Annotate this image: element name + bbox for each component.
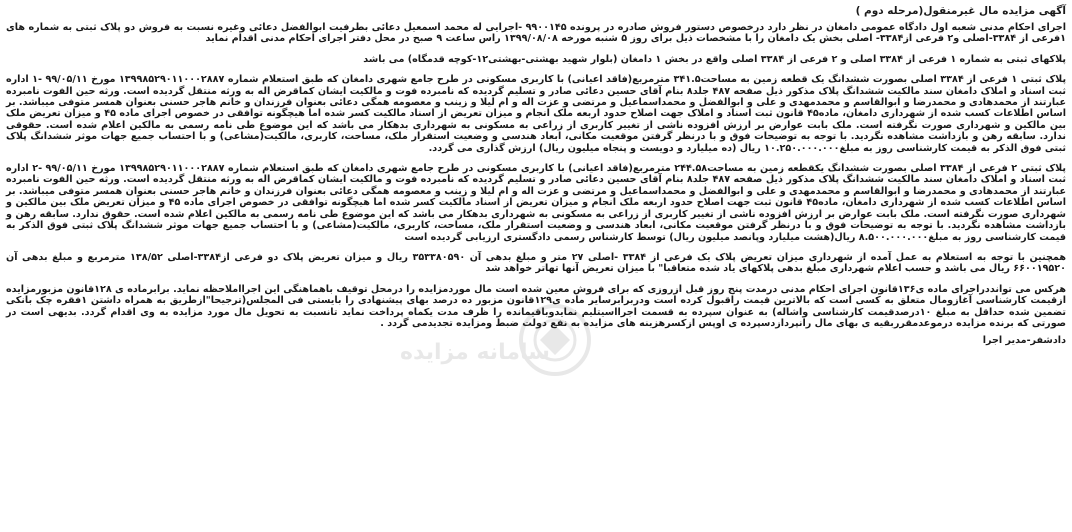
municipality-note: همچنین با توجه به استعلام به عمل آمده از شهرداری میزان تعریض پلاک یک فرعی از ۳۳۸۴ -اصلی ۲۷ متر و مبلغ بدهی آن ۳۵۳۳۸۰۵۹۰ ریال و میزان تعریض پلاک دو فرعی از۳۳۸۴-اصلی ۱۳۸/۵۲ مترمربع و مبلغ بدهی آن ۶۶۰۰۱۹۵۲۰ ریال می باشد و حسب اعلام شهرداری مبلغ بدهی پلاکهای یاد شده متعاقبا" با میزان تعریض آنها تهاتر خواهد شد <box>6 251 1066 275</box>
signature-line: دادشفر-مدیر اجرا <box>982 335 1066 347</box>
intro-paragraph: اجرای احکام مدنی شعبه اول دادگاه عمومی دامغان در نظر دارد درخصوص دستور فروش صادره در پرونده ۹۹۰۰۱۴۵ -اجرایی له محمد اسمعیل دعائی بطرفیت ابوالفضل دعائی وغیره نسبت به فروش دو پلاک ثبتی به شماره های ۱فرعی از ۳۳۸۴-اصلی و۲ فرعی از۳۳۸۴- اصلی بخش یک دامغان را با مشخصات ذیل برای روز ۵ شنبه مورخه ۱۳۹۹/۰۸/۰۸ راس ساعت ۹ صبح در محل دفتر اجرای احکام مدنی اقدام نماید <box>6 22 1066 45</box>
notice-title: آگهی مزایده مال غیرمنقول(مرحله دوم ) <box>855 5 1066 17</box>
item-1-paragraph: پلاک ثبتی ۱ فرعی از ۳۳۸۴ اصلی بصورت ششدانگ یک قطعه زمین به مساحت۳۴۱.۵ مترمربع(فاقد اعیانی) با کاربری مسکونی در طرح جامع شهری دامغان که طبق استعلام شماره ۱۳۹۹۸۵۲۹۰۱۱۰۰۰۲۸۸۷ مورخ ۹۹/۰۵/۱۱ -۱ اداره ثبت اسناد و املاک دامغان سند مالکیت ششدانگ پلاک مذکور ذیل صفحه ۴۸۷ جلد۸ بنام آقای حسین دعائی صادر و تسلیم گردیده که نامبرده فوت و مالکیت ایشان کماقرض اله به ورثه منتقل گردیده است. ورثه حین الفوت نامبرده عبارتند از محمدهادی و محمدرضا و ابوالقاسم و محمدمهدی و علی و ابوالفضل و محمداسماعیل و مرتضی و عزت اله و ام لیلا و زینب و معصومه همگی دعائی بعنوان فرزندان و خانم هاجر حسنی بعنوان همسر متوفی میباشد. بر اساس اطلاعات کسب شده از شهرداری دامغان، ماده۴۵ قانون ثبت اسناد و املاک جهت اصلاح حدود اربعه ملک انجام و میزان تعریض از اسناد مالکیت کسر شده اما هیچگونه توافقی در خصوص اجرای ماده ۴۵ و میزان تعریض ملک بین مالکین و شهرداری صورت نگرفته است. ملک بابت عوارض بر ارزش افزوده ناشی از تغییر کاربری از زراعی به مسکونی به شهرداری بدهکار می باشد که این موضوع طی نامه رسمی به مالکین اعلام شده است. حقوقی ندارد. سابقه رهن و بازداشت مشاهده نگردید. با توجه به توضیحات فوق و با درنظر گرفتن موقعیت مکانی، ابعاد هندسی و وضعیت استقرار ملک، مساحت، کاربری، مالکیت(مشاعی) و با احتساب جمیع جهات موثر ششدانگ پلاک ثبتی فوق الذکر به قیمت کارشناسی روز به مبلغ۱۰.۲۵۰.۰۰۰.۰۰۰ ریال (ده میلیارد و دویست و پنجاه میلیون ریال) ارزش گذاری می گردد. <box>6 74 1067 154</box>
auction-notice <box>6 4 1066 528</box>
plates-location: پلاکهای ثبتی به شماره ۱ فرعی از ۳۳۸۴ اصلی و ۲ فرعی از ۳۳۸۴ اصلی واقع در بخش ۱ دامغان (بلوار شهید بهشتی-بهشتی۱۲-کوچه قدمگاه) می باشد <box>363 53 1066 65</box>
item-2-paragraph: پلاک ثبتی ۲ فرعی از ۳۳۸۴ اصلی بصورت ششدانگ یکقطعه زمین به مساحت۲۴۴.۵۸ مترمربع(فاقد اعیانی) با کاربری مسکونی در طرح جامع شهری دامغان که طبق استعلام شماره ۱۳۹۹۸۵۲۹۰۱۱۰۰۰۲۸۸۷ مورخ ۹۹/۰۵/۱۱ -۲ اداره ثبت اسناد و املاک دامغان سند مالکیت ششدانگ پلاک مذکور ذیل صفحه ۴۸۷ جلد۸ بنام آقای حسین دعائی صادر و تسلیم گردیده که نامبرده فوت و مالکیت ایشان کماقرض اله به ورثه منتقل گردیده است. ورثه حین الفوت نامبرده عبارتند از محمدهادی و محمدرضا و ابوالقاسم و محمدمهدی و علی و ابوالفضل و محمداسماعیل و مرتضی و عزت اله و ام لیلا و زینب و معصومه همگی دعائی بعنوان فرزندان و خانم هاجر حسنی بعنوان همسر متوفی میباشد. بر اساس اطلاعات کسب شده از شهرداری دامغان، ماده۴۵ قانون ثبت جهت اصلاح حدود اربعه ملک انجام و میزان تعریض از اسناد مالکیت کسر شده اما هیچگونه توافقی در خصوص اجرای ماده ۴۵ و میزان تعریض ملک بین مالکین و شهرداری صورت نگرفته است. ملک بابت عوارض بر ارزش افزوده ناشی از تغییر کاربری از زراعی به مسکونی به شهرداری بدهکار می باشد که این موضوع طی نامه رسمی به مالکین اعلام شده است. حقوق ندارد. سابقه رهن و بازداشت مشاهده نگردید. با توجه به توضیحات فوق و با درنظر گرفتن موقعیت مکانی، ابعاد هندسی و وضعیت استقرار ملک، مساحت، کاربری، مالکیت(مشاعی) و با احتساب جمیع جهات موثر ششدانگ پلاک ثبتی فوق الذکر به قیمت کارشناسی روز به مبلغ۸.۵۰۰.۰۰۰.۰۰۰ ریال(هشت میلیارد وپانصد میلیون ریال) توسط کارشناس رسمی دادگستری ارزیابی گردیده است <box>6 163 1067 243</box>
watermark-text: سامانه مزایده <box>400 340 550 365</box>
terms-paragraph: هرکس می توانددراجرای ماده ی۱۳۶قانون اجرای احکام مدنی درمدت پنج روز قبل ازروزی که برای فروش معین شده است مال موردمزایده را درمحل توقیف باهماهنگی این اجرااملاحظه نماید. برابرماده ی ۱۲۸قانون مزبورمزایده ازقیمت کارشناسی آغازومال متعلق به کسی است که بالاترین قیمت راقبول کرده است ودربرابرسایر ماده ی۱۲۹قانون مزبور ده درصد بهای پیشنهادی را بایستی فی المجلس(ترجیحا"ازطریق به همراه داشتن ۱فقره چک بانکی تضمین شده حداقل به مبلغ ۱۰درصدقیمت کارشناسی واشاله) به عنوان سپرده به قسمت اجرااسیتلیم نمایدوباقیمانده را ظرف مدت یکماه پرداخت نماید تانسبت به تحویل مال مورد مزایده به وی اقدام گردد. بدیهی است در صورتی که برنده مزایده درموعدمقرربقیه ی بهای مال رانپردازدسپرده ی اوپس ازکسرهزینه های مزایده به نفع دولت ضبط ومزایده تجدیدمی گردد . <box>6 283 1066 329</box>
